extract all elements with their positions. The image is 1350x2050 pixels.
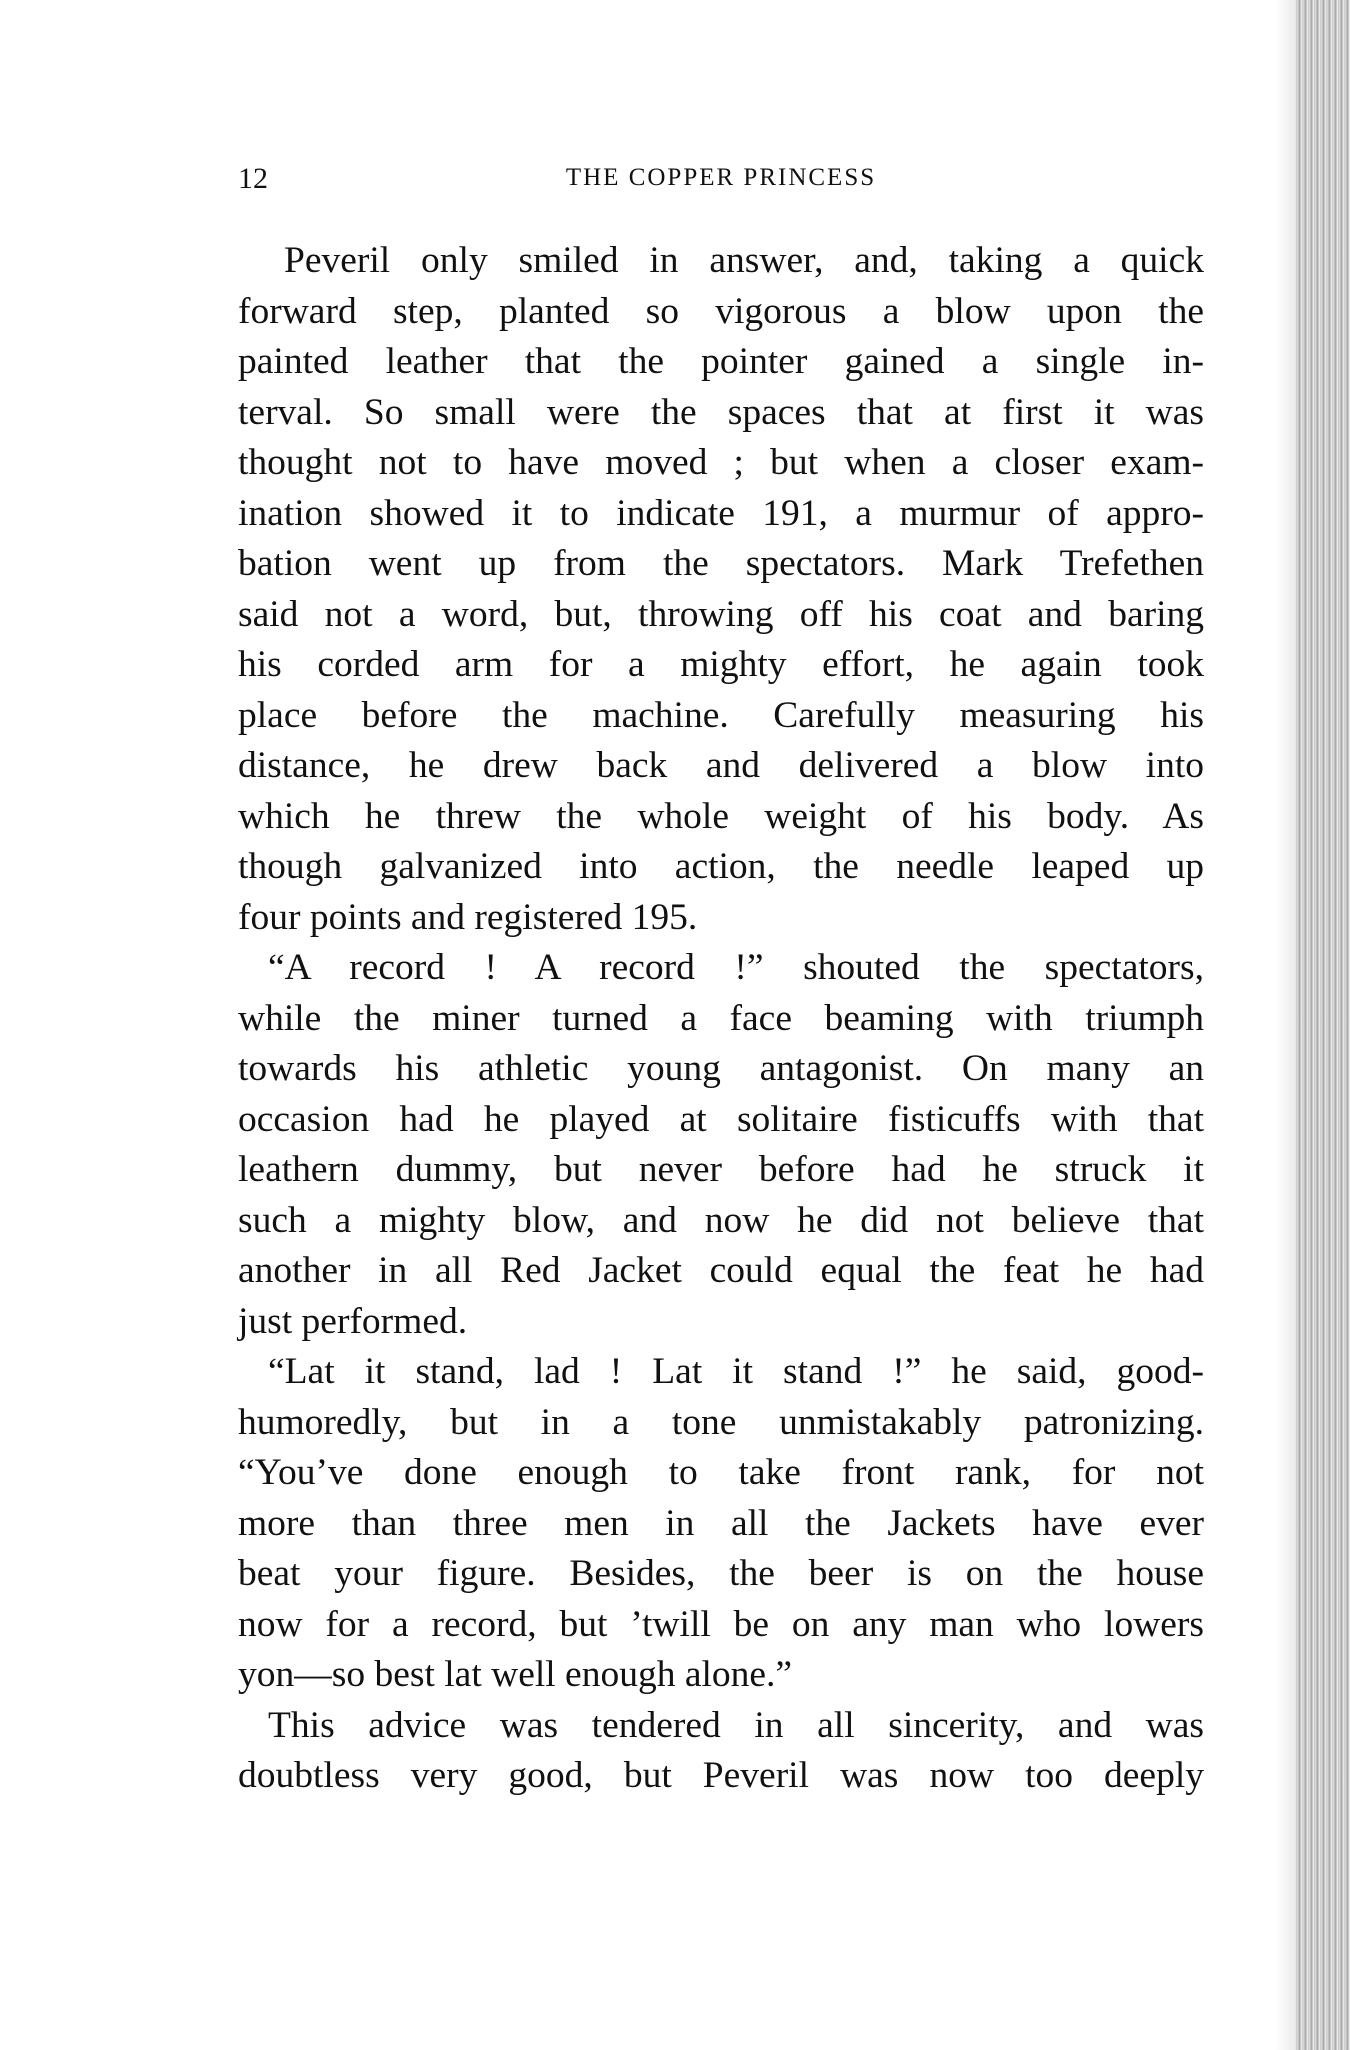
- text-line: distance, he drew back and delivered a blow into: [238, 745, 1204, 786]
- text-line: doubtless very good, but Peveril was now too deeply: [238, 1755, 1204, 1796]
- text-line: towards his athletic young antagonist. On many an: [238, 1048, 1204, 1089]
- text-line: painted leather that the pointer gained a single in-: [238, 341, 1204, 382]
- text-line: “Lat it stand, lad ! Lat it stand !” he said, good-: [268, 1351, 1204, 1392]
- text-line: such a mighty blow, and now he did not believe that: [238, 1199, 1204, 1241]
- text-line: another in all Red Jacket could equal the feat he had: [238, 1250, 1204, 1291]
- page-number: 12: [238, 162, 268, 195]
- text-line: now for a record, but ’twill be on any man who lowers: [238, 1603, 1204, 1645]
- text-line: his corded arm for a mighty effort, he again took: [238, 644, 1204, 685]
- text-line: beat your figure. Besides, the beer is on the house: [238, 1553, 1204, 1594]
- text-line: occasion had he played at solitaire fisticuffs with that: [238, 1098, 1204, 1140]
- text-line: terval. So small were the spaces that at first it was: [238, 391, 1204, 433]
- text-line: yon—so best lat well enough alone.”: [238, 1654, 793, 1695]
- text-line: though galvanized into action, the needle leaped up: [238, 846, 1204, 887]
- text-line: ination showed it to indicate 191, a murmur of appro-: [238, 492, 1204, 534]
- text-line: “A record ! A record !” shouted the spectators,: [268, 947, 1204, 988]
- text-line: “You’ve done enough to take front rank, for not: [238, 1452, 1204, 1493]
- text-line: four points and registered 195.: [238, 896, 698, 938]
- running-title: THE COPPER PRINCESS: [565, 164, 877, 191]
- text-line: said not a word, but, throwing off his coat and baring: [238, 593, 1204, 635]
- text-line: leathern dummy, but never before had he struck it: [238, 1149, 1204, 1190]
- text-line: bation went up from the spectators. Mark Trefethen: [238, 543, 1204, 584]
- page-edge: [1295, 0, 1350, 2050]
- text-line: which he threw the whole weight of his body. As: [238, 795, 1204, 837]
- text-line: more than three men in all the Jackets have ever: [238, 1502, 1204, 1544]
- text-line: place before the machine. Carefully measuring his: [238, 694, 1204, 736]
- text-line: thought not to have moved ; but when a closer exam-: [238, 442, 1204, 483]
- text-line: while the miner turned a face beaming with triumph: [238, 997, 1204, 1039]
- text-line: forward step, planted so vigorous a blow upon the: [238, 290, 1204, 332]
- text-line: Peveril only smiled in answer, and, taking a quick: [284, 240, 1204, 281]
- page-header: [238, 162, 1204, 212]
- page-edge-shadow: [1275, 0, 1295, 2050]
- body-text: [238, 236, 1204, 1802]
- text-line: This advice was tendered in all sincerity, and was: [268, 1704, 1204, 1746]
- text-line: just performed.: [238, 1300, 468, 1342]
- text-line: humoredly, but in a tone unmistakably patronizing.: [238, 1401, 1204, 1443]
